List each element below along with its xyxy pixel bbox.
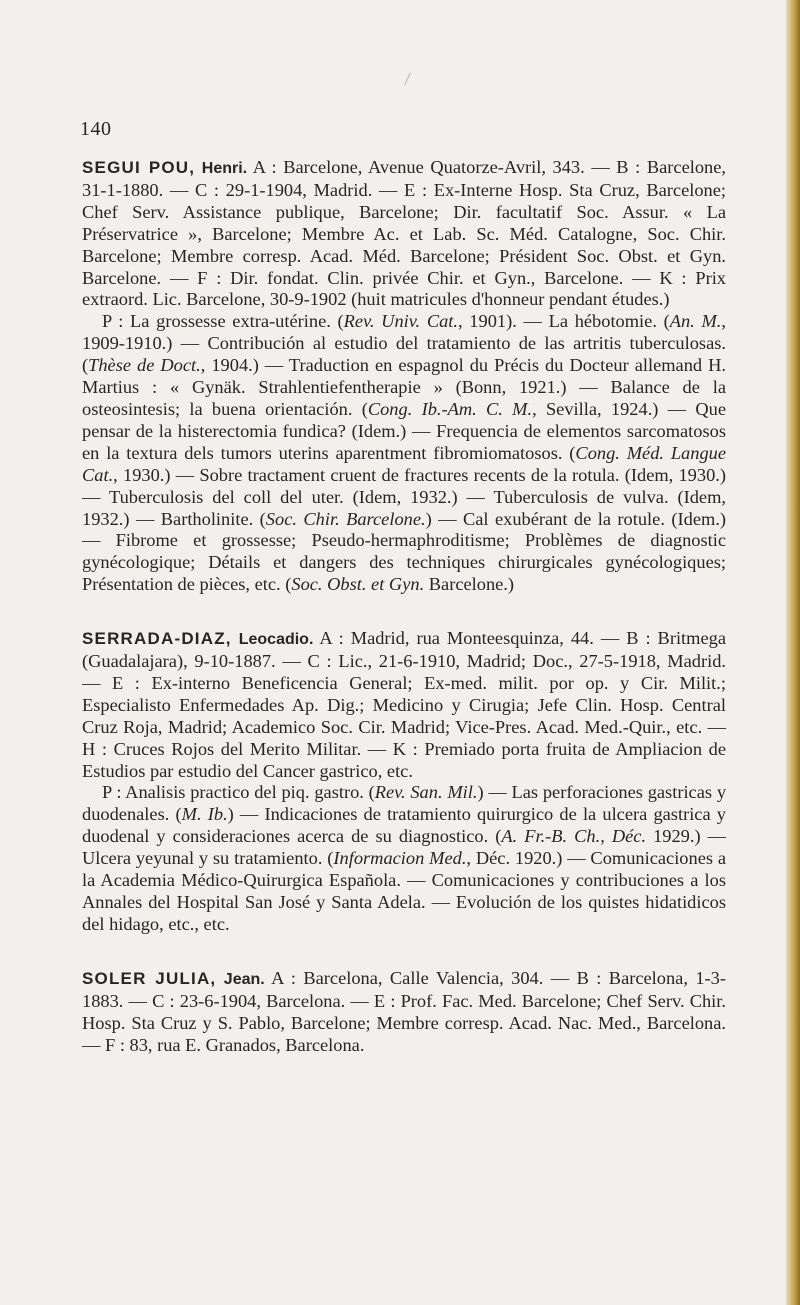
entry-publications <box>82 311 726 596</box>
publication-source: Thèse de Doct. <box>88 355 201 376</box>
publication-text: P : La grossesse extra-utérine. ( <box>102 311 344 332</box>
entry-publications <box>82 782 726 935</box>
publication-source: Rev. Univ. Cat. <box>343 311 459 332</box>
entry-surname: SEGUI POU, <box>82 158 196 177</box>
publication-text: ) — Las perforaciones gastricas y duodenales. ( <box>82 782 727 825</box>
entry-bio <box>82 968 726 1057</box>
entry-soler-julia <box>82 968 726 1057</box>
publication-source: M. Ib. <box>181 804 228 825</box>
publication-source: Cong. Ib.-Am. C. M. <box>367 398 533 419</box>
pencil-mark <box>404 72 411 85</box>
publication-text: , 1901). — La hébotomie. ( <box>458 311 670 332</box>
publication-source: Soc. Chir. Barcelone. <box>265 508 426 529</box>
page-edge <box>786 0 800 1305</box>
entry-surname: SERRADA-DIAZ, <box>82 629 232 649</box>
entry-segui-pou <box>82 157 726 596</box>
publication-text: , 1909-1910.) — Contribución al estudio del tratamiento de las artritis tuberculosas. ( <box>82 311 727 376</box>
publication-text: , 1904.) — Traduction en espagnol du Précis du Docteur allemand H. Martius : « Gynäk. Strahlentiefentherapie » (Bonn, 1921.) — Balance de la osteosintesis; la buena orientación. ( <box>82 355 726 419</box>
entry-given-name: Leocadio. <box>238 631 314 649</box>
entry-bio <box>82 157 726 311</box>
entry-serrada-diaz <box>82 628 726 936</box>
entry-given-name: Jean. <box>223 970 265 988</box>
publication-text: 1929.) — Ulcera yeyunal y su tratamiento. ( <box>82 826 726 869</box>
entry-given-name: Henri. <box>201 160 248 177</box>
publication-text: , Déc. 1920.) — Comunicaciones a la Academia Médico-Quirurgica Española. — Comunicaciones y contribuciones a los Annales del Hospital San José y Santa Adela. — Evolución de los quistes hidatidicos del hidago, etc., etc. <box>82 848 727 934</box>
publication-source: Informacion Med. <box>333 848 467 869</box>
publication-text: Barcelone.) <box>424 574 515 595</box>
publication-source: Rev. San. Mil. <box>374 782 478 803</box>
publication-text: ) — Indicaciones de tratamiento quirurgico de la ulcera gastrica y duodenal y consideraciones acerca de su diagnostico. ( <box>82 804 726 847</box>
entry-bio-text: A : Barcelone, Avenue Quatorze-Avril, 343. — B : Barcelone, 31-1-1880. — C : 29-1-1904, Madrid. — E : Ex-Interne Hosp. Sta Cruz, Barcelone; Chef Serv. Assistance publique, Barcelone; Dir. facultatif Soc. Assur. « La Préservatrice », Barcelone; Membre Ac. et Lab. Sc. Méd. Catalogne, Soc. Chir. Barcelone; Membre corresp. Acad. Méd. Barcelone; Président Soc. Obst. et Gyn. Barcelone. — F : Dir. fondat. Clin. privée Chir. et Gyn., Barcelone. — K : Prix extraord. Lic. Barcelone, 30-9-1902 (huit matricules d'honneur pendant études.) <box>82 157 726 310</box>
entry-bio-text: A : Madrid, rua Monteesquinza, 44. — B : Britmega (Guadalajara), 9-10-1887. — C : Lic., 21-6-1910, Madrid; Doc., 27-5-1918, Madrid. — E : Ex-interno Beneficencia General; Ex-med. milit. por op. y Cir. Milit.; Especialisto Enfermedades Ap. Dig.; Medicino y Cirugia; Jefe Clin. Hosp. Central Cruz Roja, Madrid; Academico Soc. Cir. Madrid; Vice-Pres. Acad. Med.-Quir., etc. — H : Cruces Rojos del Merito Militar. — K : Premiado porta fruita de Ampliacion de Estudios par estudio del Cancer gastrico, etc. <box>82 628 726 781</box>
publication-source: A. Fr.-B. Ch., Déc. <box>501 826 647 847</box>
publication-source: Cong. Méd. Langue Cat. <box>82 442 726 485</box>
page-body <box>82 157 726 1088</box>
publication-text: P : Analisis practico del piq. gastro. ( <box>102 782 375 803</box>
publication-text: , Sevilla, 1924.) — Que pensar de la histerectomia fundica? (Idem.) — Frequencia de elementos sarcomatosos en la textura dels tumors uterins aparentment fibromiomatosos. ( <box>82 398 727 463</box>
publication-source: Soc. Obst. et Gyn. <box>291 574 425 595</box>
entry-bio-text: A : Barcelona, Calle Valencia, 304. — B : Barcelona, 1-3-1883. — C : 23-6-1904, Barcelona. — E : Prof. Fac. Med. Barcelone; Chef Serv. Chir. Hosp. Sta Cruz y S. Pablo, Barcelone; Membre corresp. Acad. Nac. Med., Barcelona. — F : 83, rua E. Granados, Barcelona. <box>82 967 726 1055</box>
publication-text: ) — Cal exubérant de la rotule. (Idem.) — Fibrome et grossesse; Pseudo-hermaphroditisme; Problèmes de diagnostic gynécologique; Détails et dangers des techniques chirurgicales gynécologiques; Présentation de pièces, etc. ( <box>82 508 727 595</box>
publication-text: , 1930.) — Sobre tractament cruent de fractures recents de la rotula. (Idem, 1930.) — Tuberculosis del coll del uter. (Idem, 1932.) — Tuberculosis de vulva. (Idem, 1932.) — Bartholinite. ( <box>82 464 726 529</box>
entry-surname: SOLER JULIA, <box>82 968 217 988</box>
entry-bio <box>82 628 726 782</box>
page-number: 140 <box>80 118 112 140</box>
publication-source: An. M. <box>669 311 722 332</box>
